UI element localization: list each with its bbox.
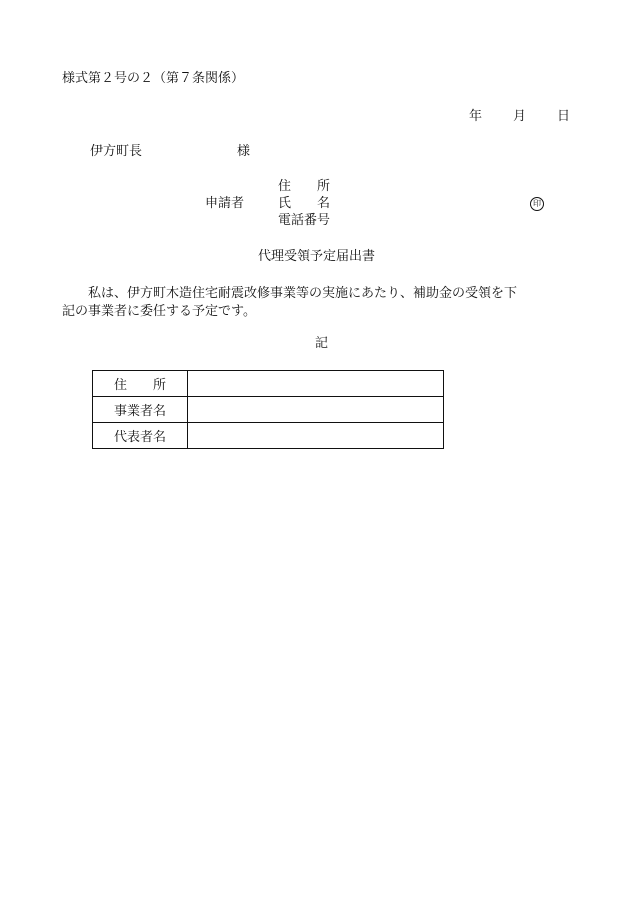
seal-icon: 印 <box>530 197 544 211</box>
applicant-address-label: 住 所 <box>278 179 331 194</box>
date-year-label: 年 <box>469 109 483 124</box>
table-row-address <box>93 371 444 397</box>
body-line-1: 私は、伊方町木造住宅耐震改修事業等の実施にあたり、補助金の受領を下 <box>88 286 518 301</box>
body-paragraph <box>62 285 575 321</box>
table-value-representative[interactable] <box>188 423 444 449</box>
date-month-label: 月 <box>513 109 527 124</box>
body-line-2: 記の事業者に委任する予定です。 <box>62 304 256 319</box>
table-label-business-name: 事業者名 <box>93 397 188 423</box>
applicant-label: 申請者 <box>205 196 245 211</box>
table-row-business-name <box>93 397 444 423</box>
date-day-label: 日 <box>557 109 571 124</box>
table-value-address[interactable] <box>188 371 444 397</box>
addressee-honorific: 様 <box>237 144 251 159</box>
form-number: 様式第２号の２（第７条関係） <box>62 71 245 86</box>
table-row-representative <box>93 423 444 449</box>
addressee-town: 伊方町長 <box>90 144 143 159</box>
contractor-info-table <box>92 370 444 449</box>
table-value-business-name[interactable] <box>188 397 444 423</box>
table-label-address: 住 所 <box>93 371 188 397</box>
applicant-name-label: 氏 名 <box>278 196 331 211</box>
ki-heading: 記 <box>315 336 329 351</box>
document-title: 代理受領予定届出書 <box>258 249 376 264</box>
applicant-phone-label: 電話番号 <box>278 213 331 228</box>
table-label-representative: 代表者名 <box>93 423 188 449</box>
